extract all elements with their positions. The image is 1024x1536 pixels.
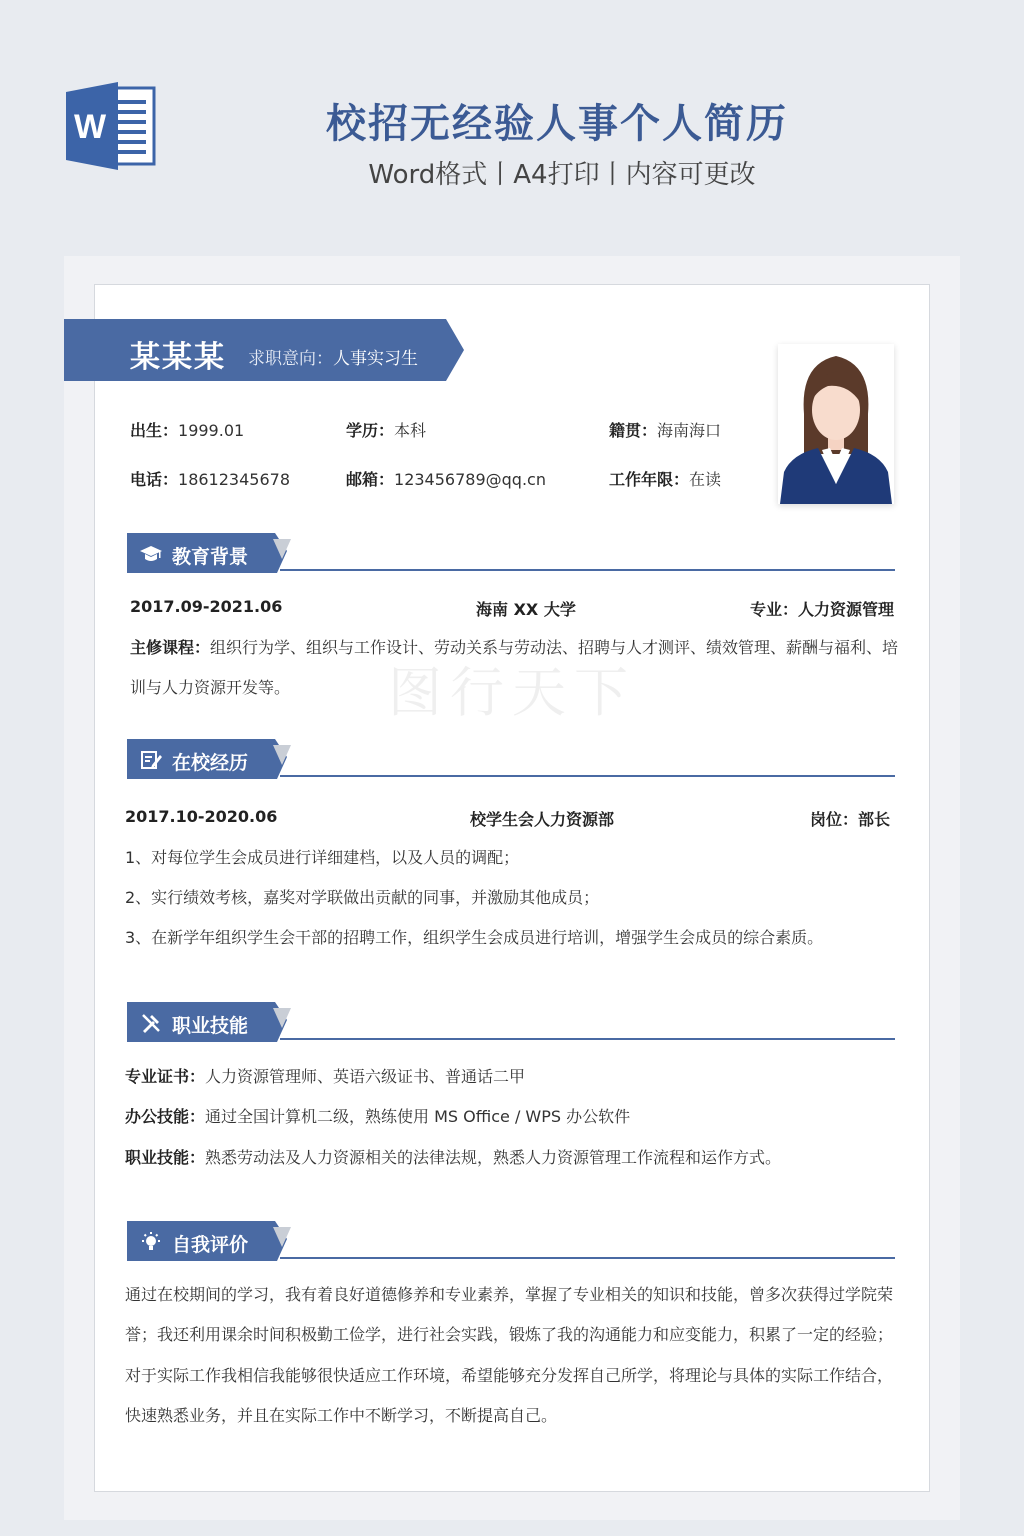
years-label: 工作年限： xyxy=(609,470,690,489)
info-phone xyxy=(130,467,290,490)
cert-label: 专业证书： xyxy=(125,1067,206,1086)
courses-text: 组织行为学、组织与工作设计、劳动关系与劳动法、招聘与人才测评、绩效管理、薪酬与福利、培 xyxy=(210,638,899,657)
edit-note-icon xyxy=(140,749,162,771)
years-value: 在读 xyxy=(689,470,722,489)
cert-value: 人力资源管理师、英语六级证书、普通话二甲 xyxy=(205,1067,526,1086)
skill-office xyxy=(125,1097,630,1137)
edu-value: 本科 xyxy=(394,421,427,440)
edu-courses-line1 xyxy=(130,628,898,668)
birth-value: 1999.01 xyxy=(178,421,245,440)
graduation-cap-icon xyxy=(140,543,162,565)
edu-label: 学历： xyxy=(346,421,395,440)
watermark: 图行天下 xyxy=(388,661,636,724)
section-divider xyxy=(280,569,895,571)
edu-courses-line2: 训与人力资源开发等。 xyxy=(130,678,291,697)
self-line: 对于实际工作我相信我能够很快适应工作环境，希望能够充分发挥自己所学，将理论与具体的实际工作结合， xyxy=(125,1366,894,1385)
job-value: 熟悉劳动法及人力资源相关的法律法规，熟悉人力资源管理工作流程和运作方式。 xyxy=(205,1148,782,1167)
lightbulb-icon xyxy=(140,1231,162,1253)
skill-job xyxy=(125,1138,781,1178)
courses-label: 主修课程： xyxy=(130,638,211,657)
edu-major: 专业：人力资源管理 xyxy=(750,600,895,619)
info-education xyxy=(346,418,426,441)
info-email xyxy=(346,467,546,490)
section-divider xyxy=(280,1257,895,1259)
section-education-title: 教育背景 xyxy=(172,546,249,568)
info-years xyxy=(609,467,721,490)
campus-item: 1、对每位学生会成员进行详细建档，以及人员的调配； xyxy=(125,848,520,867)
email-label: 邮箱： xyxy=(346,470,395,489)
skill-cert xyxy=(125,1057,525,1097)
info-birth xyxy=(130,418,244,441)
campus-item: 3、在新学年组织学生会干部的招聘工作，组织学生会成员进行培训，增强学生会成员的综合素质。 xyxy=(125,928,824,947)
phone-label: 电话： xyxy=(130,470,179,489)
section-skills-title: 职业技能 xyxy=(172,1015,249,1037)
edu-period: 2017.09-2021.06 xyxy=(130,597,283,616)
section-divider xyxy=(280,775,895,777)
intent-value: 人事实习生 xyxy=(333,349,418,369)
origin-value: 海南海口 xyxy=(657,421,722,440)
section-self-title: 自我评价 xyxy=(172,1234,249,1256)
edu-school: 海南 XX 大学 xyxy=(476,600,576,619)
section-campus-title: 在校经历 xyxy=(172,752,249,774)
office-label: 办公技能： xyxy=(125,1107,206,1126)
job-label: 职业技能： xyxy=(125,1148,206,1167)
job-intent xyxy=(248,344,418,369)
birth-label: 出生： xyxy=(130,421,179,440)
page-title: 校招无经验人事个人简历 xyxy=(326,101,788,147)
info-origin xyxy=(609,418,721,441)
page-subtitle: Word格式丨A4打印丨内容可更改 xyxy=(368,160,756,190)
tools-icon xyxy=(140,1012,162,1034)
section-divider xyxy=(280,1038,895,1040)
campus-item: 2、实行绩效考核，嘉奖对学联做出贡献的同事，并激励其他成员； xyxy=(125,888,600,907)
origin-label: 籍贯： xyxy=(609,421,658,440)
self-line: 誉；我还利用课余时间积极勤工俭学，进行社会实践，锻炼了我的沟通能力和应变能力，积累了一定的经验； xyxy=(125,1325,894,1344)
campus-org: 校学生会人力资源部 xyxy=(470,810,615,829)
campus-position: 岗位：部长 xyxy=(810,810,891,829)
office-value: 通过全国计算机二级，熟练使用 MS Office / WPS 办公软件 xyxy=(205,1107,631,1126)
svg-text:W: W xyxy=(74,108,107,146)
email-value: 123456789@qq.cn xyxy=(394,470,546,489)
campus-period: 2017.10-2020.06 xyxy=(125,807,278,826)
intent-label: 求职意向： xyxy=(248,349,333,369)
phone-value: 18612345678 xyxy=(178,470,290,489)
candidate-name: 某某某 xyxy=(130,340,226,375)
self-line: 通过在校期间的学习，我有着良好道德修养和专业素养，掌握了专业相关的知识和技能，曾多次获得过学院荣 xyxy=(125,1285,894,1304)
profile-photo xyxy=(778,344,894,504)
self-line: 快速熟悉业务，并且在实际工作中不断学习，不断提高自己。 xyxy=(125,1406,558,1425)
